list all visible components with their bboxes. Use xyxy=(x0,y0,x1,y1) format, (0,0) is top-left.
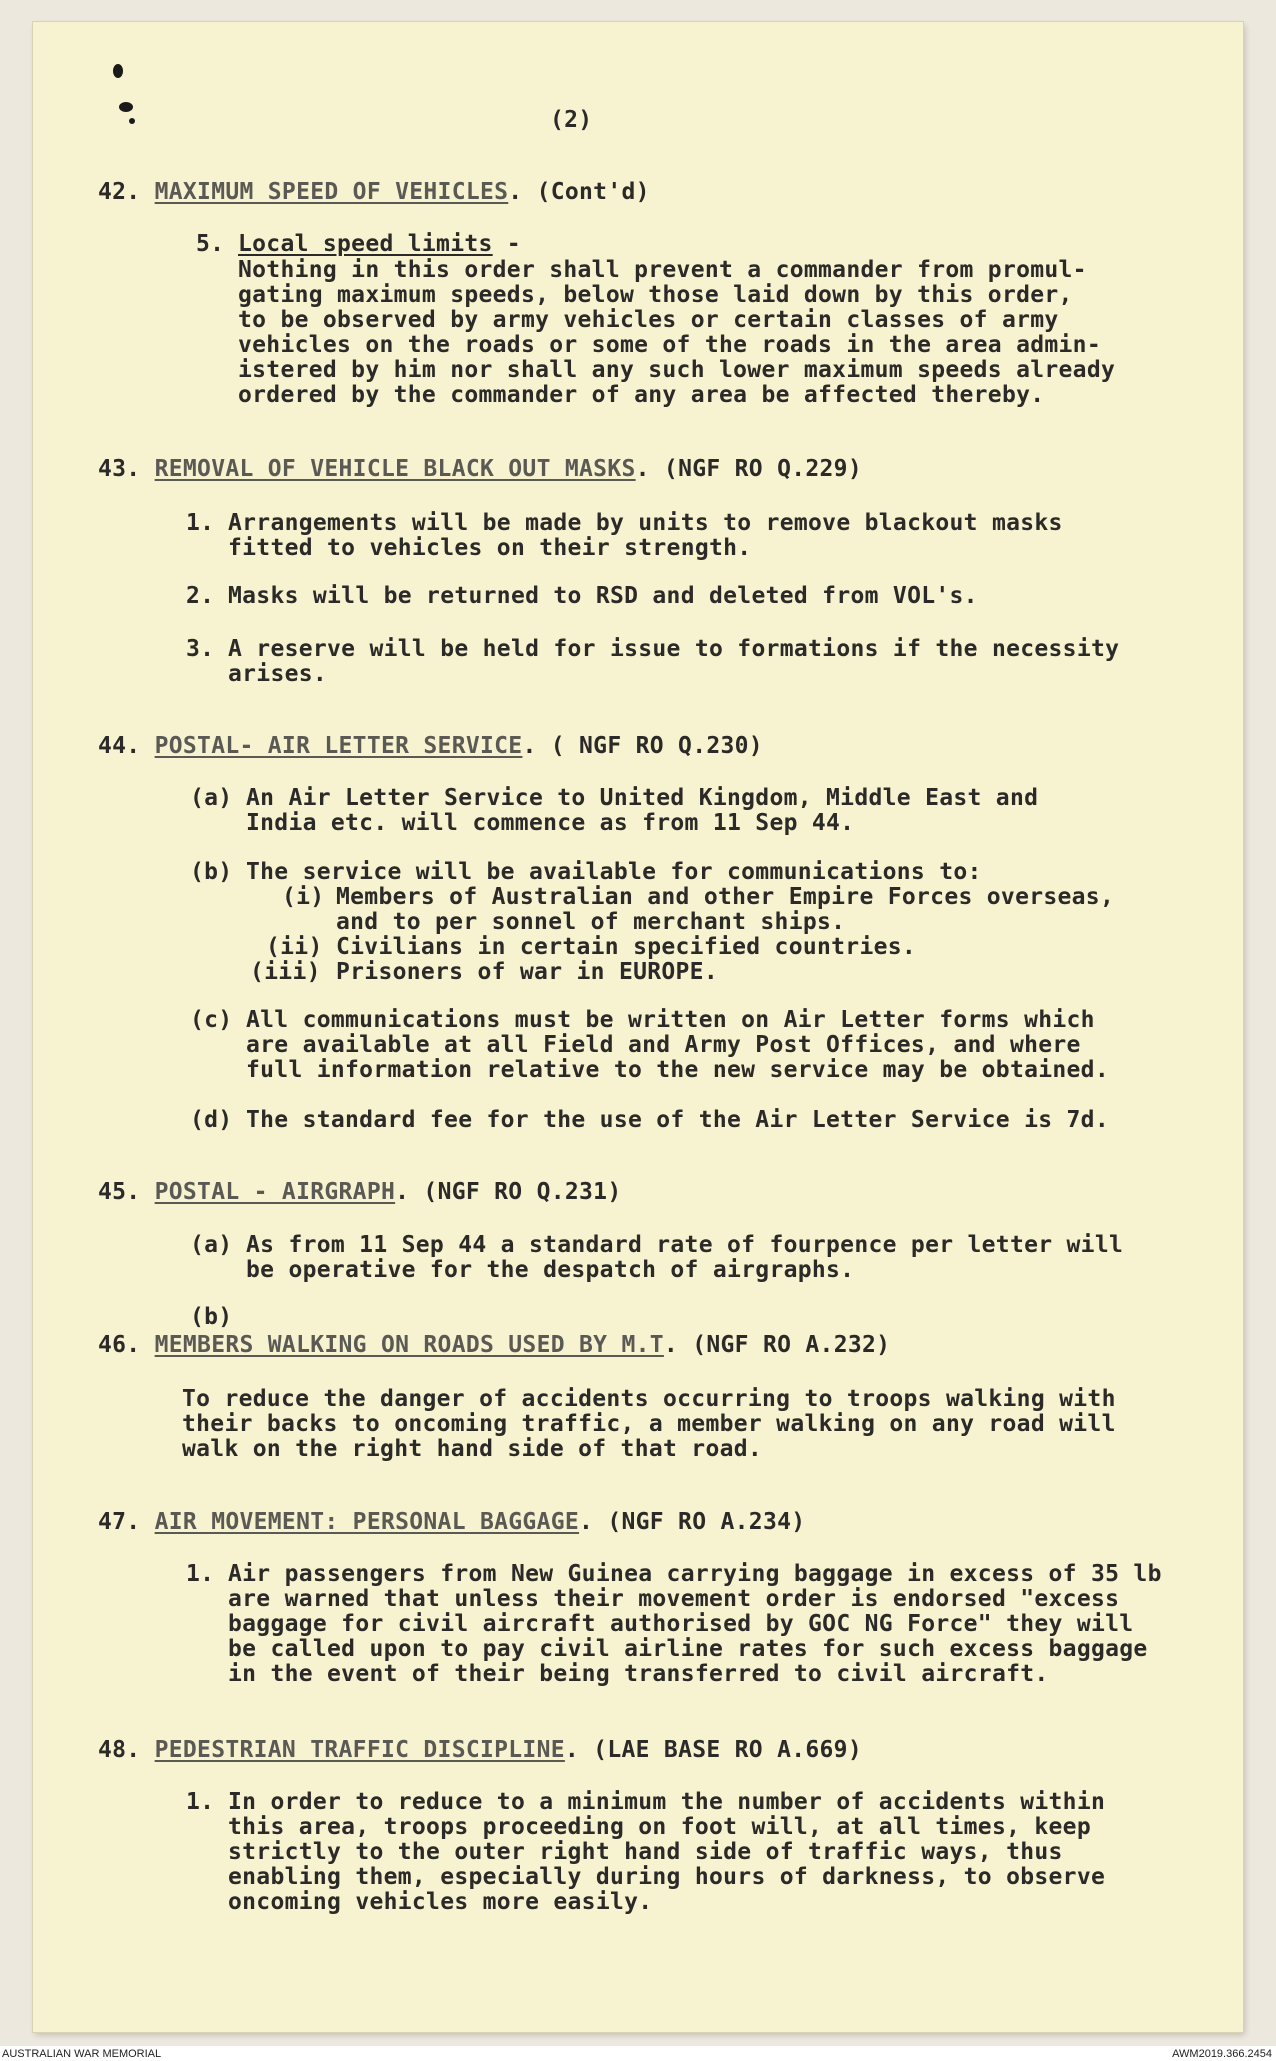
paragraph-line: Nothing in this order shall prevent a commander from promul- xyxy=(238,257,1087,283)
sub-item-number: (iii) xyxy=(250,959,321,985)
item-number: 1. xyxy=(186,1789,215,1815)
section-number: 43. xyxy=(98,456,141,482)
section-48-title xyxy=(98,1738,862,1763)
footer-accession-number: AWM2019.366.2454 xyxy=(1172,2048,1272,2060)
punch-mark xyxy=(113,64,123,78)
section-43-title xyxy=(98,457,862,482)
sub-item-number: (ii) xyxy=(266,934,323,960)
paragraph-line: their backs to oncoming traffic, a member walking on any road will xyxy=(182,1411,1116,1437)
section-number: 48. xyxy=(98,1737,141,1763)
section-heading: POSTAL- AIR LETTER SERVICE xyxy=(154,733,523,759)
section-45-title xyxy=(98,1180,621,1205)
sub-item-number: (i) xyxy=(282,884,325,910)
item-number: 1. xyxy=(186,510,215,536)
paragraph-line: enabling them, especially during hours of darkness, to observe xyxy=(228,1864,1106,1890)
section-reference: . (Cont'd) xyxy=(508,179,650,205)
paragraph-line: To reduce the danger of accidents occurring to troops walking with xyxy=(182,1386,1116,1412)
paragraph-line: ordered by the commander of any area be affected thereby. xyxy=(238,382,1045,408)
section-heading: MEMBERS WALKING ON ROADS USED BY M.T xyxy=(154,1332,664,1358)
paragraph-line: be operative for the despatch of airgraphs. xyxy=(246,1257,855,1283)
paragraph-line: baggage for civil aircraft authorised by GOC NG Force" they will xyxy=(228,1611,1134,1637)
paragraph-line: Air passengers from New Guinea carrying baggage in excess of 35 lb xyxy=(228,1561,1162,1587)
section-reference: . (NGF RO Q.229) xyxy=(635,456,862,482)
section-number: 42. xyxy=(98,179,141,205)
paragraph-line: are available at all Field and Army Post Offices, and where xyxy=(246,1032,1081,1058)
section-42-title xyxy=(98,180,650,205)
section-number: 44. xyxy=(98,733,141,759)
paragraph-line: Members of Australian and other Empire Forces overseas, xyxy=(336,884,1115,910)
paragraph-line: Civilians in certain specified countries. xyxy=(336,934,917,960)
paragraph-line: Masks will be returned to RSD and deleted from VOL's. xyxy=(228,583,978,609)
section-number: 47. xyxy=(98,1509,141,1535)
paragraph-line: arises. xyxy=(228,661,328,687)
paragraph-line: be called upon to pay civil airline rates for such excess baggage xyxy=(228,1636,1148,1662)
section-heading: MAXIMUM SPEED OF VEHICLES xyxy=(154,179,509,205)
paragraph-line: Arrangements will be made by units to remove blackout masks xyxy=(228,510,1063,536)
paragraph-line: All communications must be written on Air Letter forms which xyxy=(246,1007,1095,1033)
section-heading: AIR MOVEMENT: PERSONAL BAGGAGE xyxy=(154,1509,580,1535)
paragraph-line: A reserve will be held for issue to formations if the necessity xyxy=(228,636,1120,662)
paragraph-line: oncoming vehicles more easily. xyxy=(228,1889,653,1915)
section-number: 45. xyxy=(98,1179,141,1205)
paragraph-line: fitted to vehicles on their strength. xyxy=(228,535,752,561)
paragraph-line: vehicles on the roads or some of the roads in the area admin- xyxy=(238,332,1101,358)
section-reference: . (NGF RO A.234) xyxy=(579,1509,806,1535)
paragraph-line: An Air Letter Service to United Kingdom, Middle East and xyxy=(246,785,1039,811)
section-heading: POSTAL - AIRGRAPH xyxy=(154,1179,396,1205)
paragraph-line: strictly to the outer right hand side of traffic ways, thus xyxy=(228,1839,1063,1865)
paragraph-line: The service will be available for communications to: xyxy=(246,859,982,885)
section-number: 46. xyxy=(98,1332,141,1358)
item-number: 3. xyxy=(186,636,215,662)
paragraph-line: gating maximum speeds, below those laid down by this order, xyxy=(238,282,1073,308)
page-number: (2) xyxy=(550,107,593,133)
item-heading xyxy=(238,232,521,257)
item-number: 5. xyxy=(196,231,225,257)
section-heading: PEDESTRIAN TRAFFIC DISCIPLINE xyxy=(154,1737,565,1763)
section-reference: . (LAE BASE RO A.669) xyxy=(564,1737,862,1763)
paragraph-line: to be observed by army vehicles or certain classes of army xyxy=(238,307,1059,333)
paragraph-line: India etc. will commence as from 11 Sep 44. xyxy=(246,810,855,836)
paragraph-line: istered by him nor shall any such lower maximum speeds already xyxy=(238,357,1116,383)
paragraph-line: and to per sonnel of merchant ships. xyxy=(336,909,846,935)
punch-mark xyxy=(119,102,133,112)
item-number: 2. xyxy=(186,583,215,609)
paragraph-line: As from 11 Sep 44 a standard rate of fourpence per letter will xyxy=(246,1232,1124,1258)
item-number: (c) xyxy=(190,1007,233,1033)
paragraph-line: are warned that unless their movement order is endorsed "excess xyxy=(228,1586,1120,1612)
section-reference: . (NGF RO Q.231) xyxy=(395,1179,622,1205)
punch-mark xyxy=(129,118,135,124)
paragraph-line: The standard fee for the use of the Air Letter Service is 7d. xyxy=(246,1107,1109,1133)
item-number: (a) xyxy=(190,785,233,811)
paragraph-line: walk on the right hand side of that road. xyxy=(182,1436,763,1462)
section-heading: REMOVAL OF VEHICLE BLACK OUT MASKS xyxy=(154,456,636,482)
item-number: (b) xyxy=(190,859,233,885)
item-number: (d) xyxy=(190,1107,233,1133)
item-number: 1. xyxy=(186,1561,215,1587)
paragraph-line: this area, troops proceeding on foot will, at all times, keep xyxy=(228,1814,1091,1840)
paragraph-line: In order to reduce to a minimum the number of accidents within xyxy=(228,1789,1106,1815)
section-46-title xyxy=(98,1333,890,1358)
section-44-title xyxy=(98,734,763,759)
paragraph-line: in the event of their being transferred to civil aircraft. xyxy=(228,1661,1049,1687)
section-reference: . (NGF RO A.232) xyxy=(663,1332,891,1358)
paragraph-line: full information relative to the new service may be obtained. xyxy=(246,1057,1109,1083)
paragraph-line: Prisoners of war in EUROPE. xyxy=(336,959,718,985)
item-number: (b) xyxy=(190,1304,233,1330)
item-number: (a) xyxy=(190,1232,233,1258)
footer-source: AUSTRALIAN WAR MEMORIAL xyxy=(2,2048,162,2060)
section-reference: . ( NGF RO Q.230) xyxy=(522,733,763,759)
section-47-title xyxy=(98,1510,805,1535)
item-heading-text: Local speed limits xyxy=(238,231,493,257)
item-heading-suffix: - xyxy=(492,231,521,257)
